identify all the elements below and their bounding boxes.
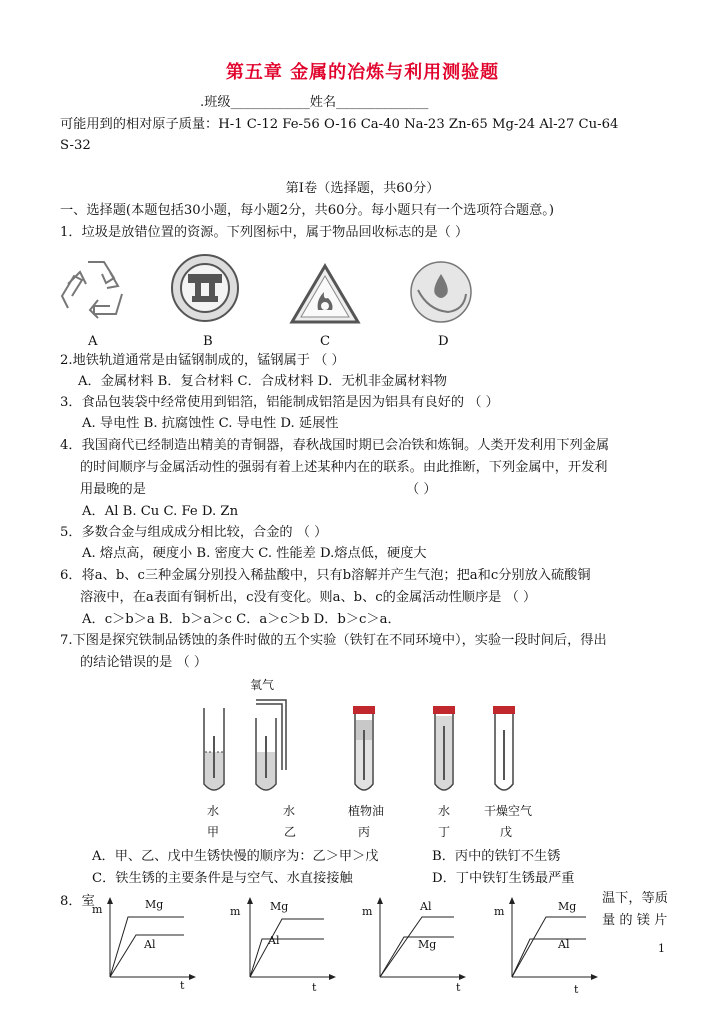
- q4-paren: （ ）: [406, 482, 437, 497]
- page-title: 第五章 金属的冶炼与利用测验题: [225, 62, 500, 83]
- q7-option-c: C．铁生锈的主要条件是与空气、水直接接触: [92, 871, 353, 886]
- graph-c-y-axis-label: m: [362, 905, 373, 918]
- mass-time-graph-d: [500, 895, 600, 985]
- tube-ding-name: 丁: [438, 825, 451, 839]
- q6-line2: 溶液中，在a表面有铜析出，c没有变化。则a、b、c的金属活动性顺序是 （ ）: [80, 590, 537, 605]
- graph-b-bottom-label: Al: [268, 934, 280, 947]
- q1-label-a: A: [88, 334, 98, 349]
- rust-experiment-figure: [190, 690, 530, 800]
- tube-jia: [204, 708, 224, 790]
- q4-options: A．Al B. Cu C. Fe D. Zn: [82, 504, 239, 519]
- q7-option-d: D．丁中铁钉生锈最严重: [432, 871, 575, 886]
- q3-options: A. 导电性 B. 抗腐蚀性 C. 导电性 D. 延展性: [82, 416, 339, 431]
- metal-recycle-icon: [168, 252, 242, 324]
- q1-label-d: D: [438, 334, 449, 349]
- q7-line2: 的结论错误的是 （ ）: [80, 655, 208, 670]
- q1-stem: 1．垃圾是放错位置的资源。下列图标中，属于物品回收标志的是（ ）: [60, 225, 469, 240]
- q5-options: A. 熔点高，硬度小 B. 密度大 C. 性能差 D.熔点低，硬度大: [82, 546, 427, 561]
- graph-d-y-axis-label: m: [494, 905, 505, 918]
- tube-jia-name: 甲: [207, 825, 220, 839]
- atomic-masses: 可能用到的相对原子质量：H-1 C-12 Fe-56 O-16 Ca-40 Na-23 Zn-65 Mg-24 Al-27 Cu-64: [60, 117, 619, 132]
- q6-options: A．c＞b＞a B．b＞a＞c C．a＞c＞b D．b＞c＞a．: [82, 612, 401, 627]
- graph-c-bottom-label: Mg: [418, 938, 437, 951]
- graph-a-x-axis-label: t: [180, 979, 185, 992]
- section-title: 第Ⅰ卷（选择题，共60分）: [285, 181, 440, 196]
- tube-jia-content: 水: [207, 804, 220, 818]
- graph-a-top-label: Mg: [145, 898, 164, 911]
- tube-bing: [353, 706, 375, 790]
- tube-bing-content: 植物油: [348, 804, 385, 818]
- tube-bing-name: 丙: [358, 825, 371, 839]
- q7-option-b: B．丙中的铁钉不生锈: [432, 849, 561, 864]
- graph-a-bottom-label: Al: [144, 938, 156, 951]
- q5-stem: 5．多数合金与组成成分相比较，合金的 （ ）: [60, 525, 328, 540]
- graph-c-top-label: Al: [420, 900, 432, 913]
- q2-stem: 2.地铁轨道通常是由锰钢制成的，锰钢属于 （ ）: [60, 353, 345, 368]
- tube-ding: [433, 706, 455, 790]
- q3-stem: 3．食品包装袋中经常使用到铝箔，铝能制成铝箔是因为铝具有良好的 （ ）: [60, 395, 499, 410]
- graph-b-x-axis-label: t: [312, 981, 317, 994]
- tube-yi-name: 乙: [284, 825, 297, 839]
- q1-label-c: C: [320, 334, 331, 349]
- q8-start: 8．室: [60, 894, 95, 909]
- q2-options: A．金属材料 B．复合材料 C．合成材料 D．无机非金属材料物: [78, 374, 447, 389]
- q1-label-b: B: [203, 334, 213, 349]
- page-number: 1: [658, 942, 665, 955]
- recycle-icon: [58, 256, 134, 322]
- q7-line1: 7.下图是探究铁制品锈蚀的条件时做的五个实验（铁钉在不同环境中），实验一段时间后，得出: [60, 633, 607, 648]
- tube-yi: [256, 700, 286, 790]
- q4-line2: 的时间顺序与金属活动性的强弱有着上述某种内在的联系。由此推断，下列金属中，开发利: [80, 460, 608, 475]
- q6-line1: 6．将a、b、c三种金属分别投入稀盐酸中，只有b溶解并产生气泡；把a和c分别放入硫酸铜: [60, 568, 591, 583]
- graph-a-y-axis-label: m: [92, 903, 103, 916]
- tube-ding-content: 水: [438, 804, 451, 818]
- tube-wu: [493, 706, 515, 790]
- graph-d-top-label: Mg: [558, 900, 577, 913]
- q4-line1: 4．我国商代已经制造出精美的青铜器，春秋战国时期已会冶铁和炼铜。人类开发利用下列金属: [60, 438, 610, 453]
- class-name-line: .班级____________姓名______________: [200, 95, 429, 110]
- q8-right-2: 量 的 镁 片: [602, 913, 668, 928]
- graph-b-top-label: Mg: [270, 900, 289, 913]
- tube-yi-content: 水: [283, 804, 296, 818]
- graph-d-x-axis-label: t: [574, 983, 579, 996]
- tube-wu-content: 干燥空气: [484, 804, 533, 818]
- graph-c-x-axis-label: t: [456, 981, 461, 994]
- part-intro: 一、选择题(本题包括30小题，每小题2分，共60分。每小题只有一个选项符合题意。): [60, 203, 555, 218]
- q4-line3: 用最晚的是: [80, 482, 146, 497]
- tube-wu-name: 戊: [500, 825, 513, 839]
- atomic-masses-cont: S-32: [60, 138, 91, 153]
- oxygen-label: 氧气: [250, 678, 275, 692]
- q7-option-a: A．甲、乙、戊中生锈快慢的顺序为：乙＞甲＞戊: [92, 849, 379, 864]
- water-drop-icon: [408, 260, 474, 324]
- graph-d-bottom-label: Al: [558, 938, 570, 951]
- graph-b-y-axis-label: m: [230, 905, 241, 918]
- flammable-warning-icon: [288, 262, 362, 326]
- q8-right-1: 温下，等质: [602, 891, 668, 906]
